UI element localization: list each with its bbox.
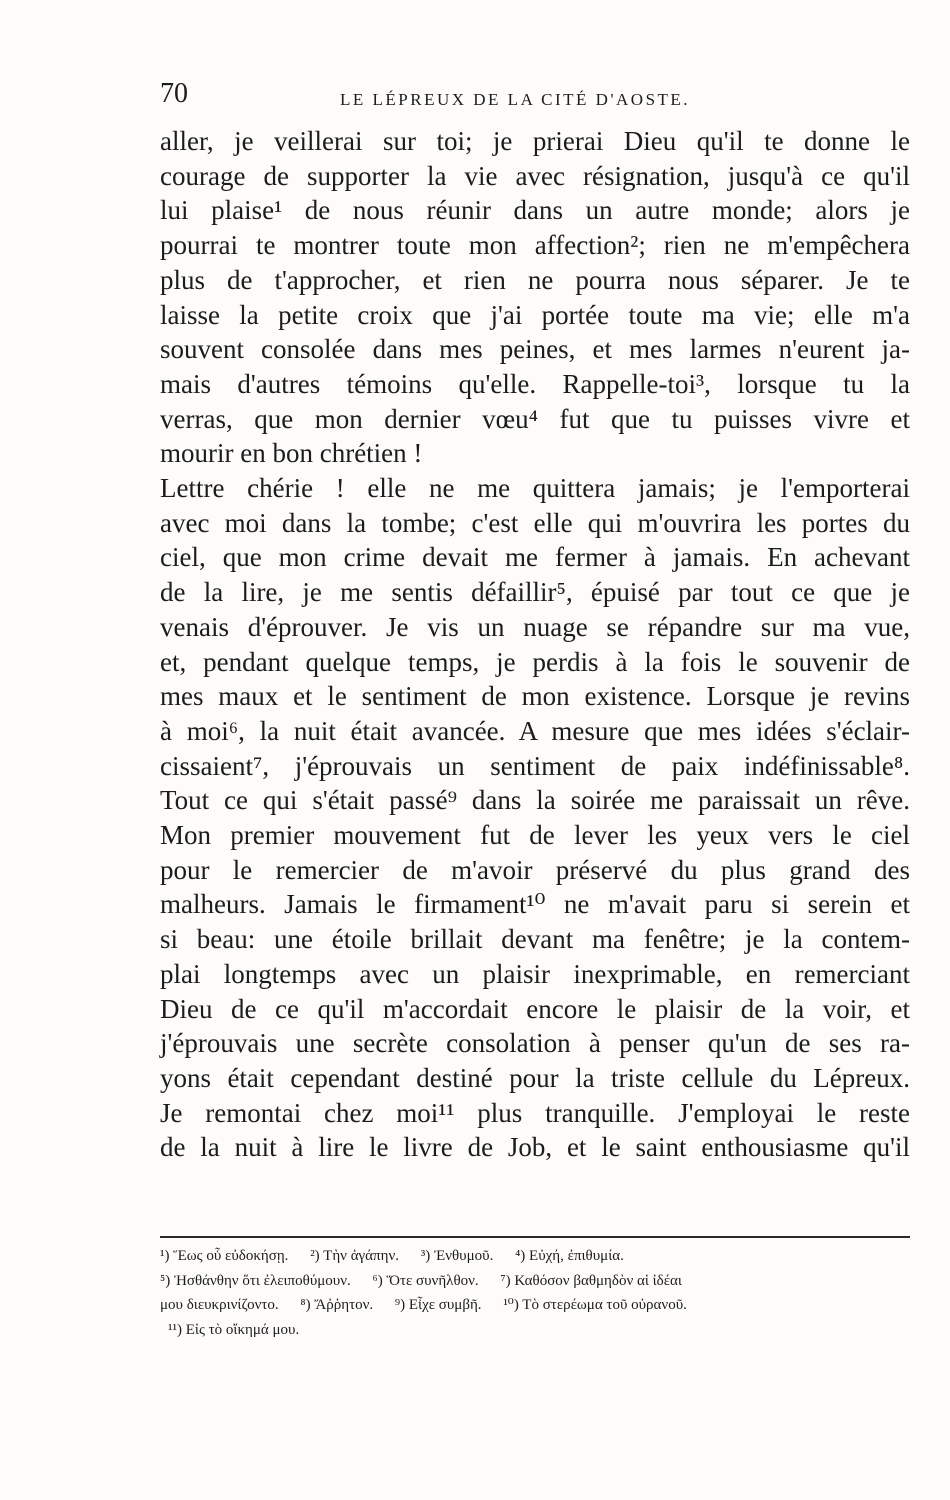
footnote: μου διευκρινίζοντο. [160, 1297, 279, 1313]
text-line: mes maux et le sentiment de mon existence. Lorsque je revins [160, 681, 910, 712]
text-line: Mon premier mouvement fut de lever les yeux vers le ciel [160, 820, 910, 851]
text-line: yons était cependant destiné pour la triste cellule du Lépreux. [160, 1062, 910, 1093]
footnote: ⁵) Ἠσθάνθην ὅτι ἐλειποθύμουν. [160, 1272, 351, 1289]
text-line: mais d'autres témoins qu'elle. Rappelle-toi³, lorsque tu la [160, 368, 910, 399]
page-number: 70 [160, 78, 188, 109]
text-line: Dieu de ce qu'il m'accordait encore le plaisir de la voir, et [160, 993, 910, 1024]
footnote: ⁹) Εἶχε συμβῆ. [394, 1297, 482, 1313]
text-line: pour le remercier de m'avoir préservé du plus grand des [160, 854, 910, 885]
text-line: si beau: une étoile brillait devant ma fenêtre; je la contem- [160, 924, 910, 955]
text-line: avec moi dans la tombe; c'est elle qui m'ouvrira les portes du [160, 507, 910, 538]
text-line: plus de t'approcher, et rien ne pourra nous séparer. Je te [160, 264, 910, 295]
text-line: cissaient⁷, j'éprouvais un sentiment de paix indéfinissable⁸. [160, 750, 910, 781]
footnotes [160, 1244, 910, 1342]
text-line: courage de supporter la vie avec résignation, jusqu'à ce qu'il [160, 160, 910, 191]
body-text [160, 124, 910, 1165]
footnote: ³) Ἐνθυμοῦ. [420, 1248, 494, 1264]
running-title: LE LÉPREUX DE LA CITÉ D'AOSTE. [340, 90, 691, 109]
footnote-line [160, 1269, 910, 1294]
page-header [160, 78, 910, 118]
text-line: de la nuit à lire le livre de Job, et le saint enthousiasme qu'il [160, 1132, 910, 1163]
text-line: à moi⁶, la nuit était avancée. A mesure que mes idées s'éclair- [160, 715, 910, 746]
text-line: plai longtemps avec un plaisir inexprimable, en remerciant [160, 958, 910, 989]
footnote-line [160, 1244, 910, 1269]
text-line: Je remontai chez moi¹¹ plus tranquille. J'employai le reste [160, 1097, 910, 1128]
text-line: lui plaise¹ de nous réunir dans un autre monde; alors je [160, 195, 910, 226]
text-line: j'éprouvais une secrète consolation à penser qu'un de ses ra- [160, 1028, 910, 1059]
footnote: ⁴) Εὐχή, ἐπιθυμία. [515, 1248, 624, 1264]
footnote: ¹) Ἕως οὗ εὐδοκήσῃ. [160, 1248, 289, 1264]
text-line: Tout ce qui s'était passé⁹ dans la soirée me paraissait un rêve. [160, 785, 910, 816]
footnote: ¹⁰) Τὸ στερέωμα τοῦ οὐρανοῦ. [503, 1297, 687, 1313]
text-line: et, pendant quelque temps, je perdis à la fois le souvenir de [160, 646, 910, 677]
footnote: ⁶) Ὅτε συνῆλθον. [372, 1272, 479, 1289]
text-line: ciel, que mon crime devait me fermer à jamais. En achevant [160, 542, 910, 573]
footnote-line [160, 1318, 910, 1343]
text-line: pourrai te montrer toute mon affection²; rien ne m'empêchera [160, 230, 910, 261]
footnote: ⁸) Ἄῤῥητον. [300, 1297, 374, 1313]
text-line: venais d'éprouver. Je vis un nuage se répandre sur ma vue, [160, 611, 910, 642]
text-line: souvent consolée dans mes peines, et mes larmes n'eurent ja- [160, 334, 910, 365]
text-line: laisse la petite croix que j'ai portée toute ma vie; elle m'a [160, 299, 910, 330]
text-line: aller, je veillerai sur toi; je prierai Dieu qu'il te donne le [160, 126, 910, 156]
footnote-divider [160, 1236, 910, 1238]
footnote: ²) Τὴν ἀγάπην. [310, 1248, 399, 1264]
footnote: ¹¹) Εἰς τὸ οἴκημά μου. [168, 1321, 300, 1338]
text-line: de la lire, je me sentis défaillir⁵, épuisé par tout ce que je [160, 577, 910, 608]
text-line: verras, que mon dernier vœu⁴ fut que tu puisses vivre et [160, 403, 910, 434]
text-line: mourir en bon chrétien ! [160, 438, 423, 469]
footnote: ⁷) Καθόσον βαθμηδὸν αἱ ἰδέαι [500, 1272, 682, 1289]
text-line: Lettre chérie ! elle ne me quittera jamais; je l'emporterai [160, 473, 910, 504]
text-line: malheurs. Jamais le firmament¹⁰ ne m'avait paru si serein et [160, 889, 910, 920]
footnote-line [160, 1293, 910, 1318]
